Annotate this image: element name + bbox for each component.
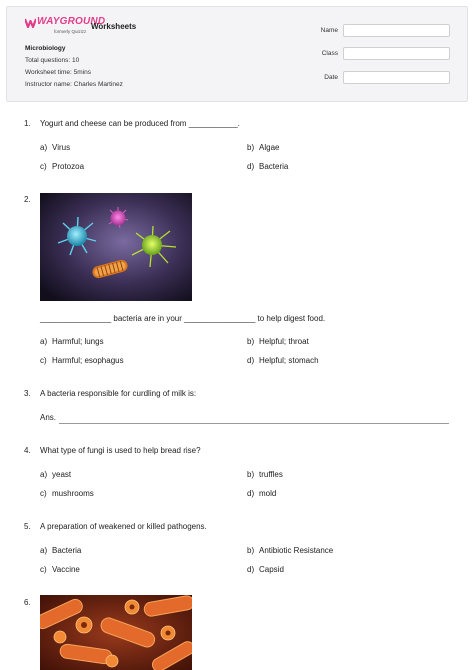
option-b[interactable]	[247, 546, 333, 555]
option-letter: d)	[247, 489, 255, 498]
option-letter: c)	[40, 565, 47, 574]
option-letter: b)	[247, 143, 255, 152]
option-a[interactable]	[40, 546, 81, 555]
name-label: Name	[320, 27, 338, 34]
class-label: Class	[321, 50, 338, 57]
option-letter: c)	[40, 489, 47, 498]
question-number: 3.	[24, 389, 31, 398]
option-d[interactable]	[247, 162, 288, 171]
option-text: mold	[259, 489, 277, 498]
logo-wordmark: WAYGROUND	[37, 16, 106, 27]
option-text: Helpful; throat	[259, 337, 309, 346]
bacteria-image	[40, 595, 192, 670]
option-d[interactable]	[247, 489, 276, 498]
question-text: What type of fungi is used to help bread rise?	[40, 446, 201, 455]
option-text: Algae	[259, 143, 280, 152]
option-c[interactable]	[40, 356, 124, 365]
product-title: Worksheets	[91, 22, 137, 31]
wayground-mark-icon	[25, 17, 36, 28]
option-text: Virus	[52, 143, 71, 152]
question-text: ________________ bacteria are in your ________________ to help digest food.	[40, 314, 326, 323]
microbes-illustration	[40, 193, 192, 301]
question-text: A bacteria responsible for curdling of milk is:	[40, 389, 197, 398]
question-number: 2.	[24, 195, 31, 204]
option-b[interactable]	[247, 143, 279, 152]
question-number: 4.	[24, 446, 31, 455]
answer-label: Ans.	[40, 413, 57, 422]
date-field[interactable]	[343, 71, 450, 84]
option-letter: a)	[40, 143, 48, 152]
option-c[interactable]	[40, 565, 80, 574]
answer-line[interactable]	[59, 423, 449, 424]
option-b[interactable]	[247, 337, 309, 346]
date-label: Date	[324, 74, 338, 81]
option-a[interactable]	[40, 470, 71, 479]
option-text: Harmful; lungs	[52, 337, 104, 346]
option-text: Helpful; stomach	[259, 356, 319, 365]
option-letter: b)	[247, 337, 255, 346]
option-text: Bacteria	[259, 162, 289, 171]
option-letter: b)	[247, 546, 255, 555]
option-letter: d)	[247, 356, 255, 365]
question-number: 5.	[24, 522, 31, 531]
option-letter: c)	[40, 162, 47, 171]
option-text: Antibiotic Resistance	[259, 546, 334, 555]
option-letter: d)	[247, 162, 255, 171]
worksheet-time: Worksheet time: 5mins	[25, 69, 91, 76]
option-c[interactable]	[40, 489, 94, 498]
question-text: Yogurt and cheese can be produced from ___________.	[40, 119, 240, 128]
wayground-logo	[25, 16, 106, 42]
logo-subtitle: formerly Quizizz	[54, 29, 87, 34]
option-text: Bacteria	[52, 546, 82, 555]
option-d[interactable]	[247, 565, 284, 574]
option-letter: a)	[40, 470, 48, 479]
option-letter: d)	[247, 565, 255, 574]
name-field[interactable]	[343, 24, 450, 37]
option-text: Vaccine	[52, 565, 80, 574]
option-a[interactable]	[40, 143, 70, 152]
option-text: mushrooms	[52, 489, 94, 498]
option-letter: a)	[40, 337, 48, 346]
microbes-image	[40, 193, 192, 301]
worksheet-header	[6, 6, 468, 102]
bacteria-illustration	[40, 595, 192, 670]
option-text: yeast	[52, 470, 72, 479]
option-c[interactable]	[40, 162, 84, 171]
class-field[interactable]	[343, 47, 450, 60]
total-questions: Total questions: 10	[25, 57, 80, 64]
worksheet-title: Microbiology	[25, 45, 66, 52]
option-text: Protozoa	[52, 162, 85, 171]
option-letter: a)	[40, 546, 48, 555]
option-text: Capsid	[259, 565, 284, 574]
question-text: A preparation of weakened or killed pathogens.	[40, 522, 207, 531]
option-letter: c)	[40, 356, 47, 365]
option-d[interactable]	[247, 356, 319, 365]
option-b[interactable]	[247, 470, 283, 479]
option-a[interactable]	[40, 337, 104, 346]
question-number: 1.	[24, 119, 31, 128]
option-text: Harmful; esophagus	[52, 356, 124, 365]
question-number: 6.	[24, 598, 31, 607]
instructor-name: Instructor name: Charles Martinez	[25, 81, 123, 88]
option-text: truffles	[259, 470, 283, 479]
option-letter: b)	[247, 470, 255, 479]
